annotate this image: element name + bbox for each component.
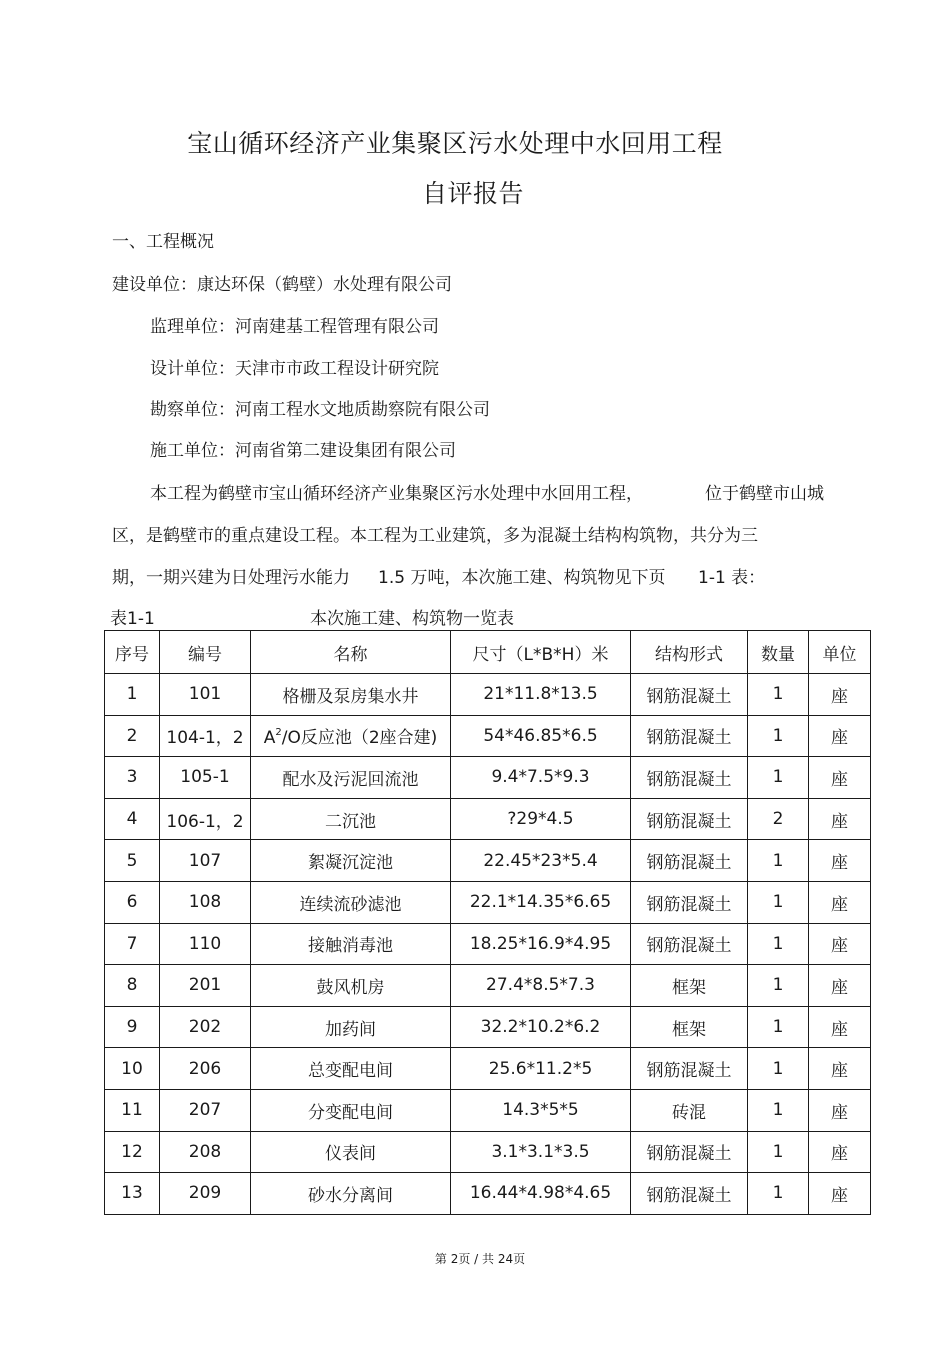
design-unit: 设计单位：天津市市政工程设计研究院 — [150, 359, 439, 379]
cell-index: 12 — [105, 1131, 160, 1173]
cell-quantity: 1 — [748, 715, 809, 757]
cell-structure: 钢筋混凝土 — [631, 1131, 748, 1173]
cell-size: 54*46.85*6.5 — [451, 715, 631, 757]
header-size: 尺寸（L*B*H）米 — [451, 631, 631, 674]
cell-size: 22.1*14.35*6.65 — [451, 881, 631, 923]
table-label: 表1-1 — [110, 609, 155, 629]
table-row — [105, 1131, 871, 1173]
cell-index: 9 — [105, 1006, 160, 1048]
cell-size: 22.45*23*5.4 — [451, 840, 631, 882]
cell-quantity: 1 — [748, 757, 809, 799]
cell-quantity: 1 — [748, 674, 809, 716]
table-row — [105, 965, 871, 1007]
cell-code: 105-1 — [160, 757, 251, 799]
cell-structure: 钢筋混凝土 — [631, 1048, 748, 1090]
paragraph-line3c: 1-1 表： — [698, 568, 766, 588]
cell-unit: 座 — [809, 1173, 871, 1215]
cell-quantity: 2 — [748, 798, 809, 840]
document-subtitle: 自评报告 — [421, 179, 524, 208]
table-row — [105, 1048, 871, 1090]
cell-size: 3.1*3.1*3.5 — [451, 1131, 631, 1173]
header-name: 名称 — [251, 631, 451, 674]
cell-name — [251, 715, 451, 757]
cell-quantity: 1 — [748, 923, 809, 965]
ao-prefix: A — [263, 728, 276, 749]
cell-structure: 钢筋混凝土 — [631, 715, 748, 757]
header-code: 编号 — [160, 631, 251, 674]
cell-structure: 钢筋混凝土 — [631, 674, 748, 716]
cell-index: 7 — [105, 923, 160, 965]
construction-unit: 建设单位：康达环保（鹤壁）水处理有限公司 — [112, 275, 452, 295]
table-row — [105, 840, 871, 882]
cell-index: 1 — [105, 674, 160, 716]
cell-structure: 框架 — [631, 1006, 748, 1048]
cell-unit: 座 — [809, 798, 871, 840]
cell-index: 6 — [105, 881, 160, 923]
table-caption — [110, 604, 514, 629]
cell-name: 二沉池 — [251, 798, 451, 840]
cell-size: 9.4*7.5*9.3 — [451, 757, 631, 799]
cell-code: 207 — [160, 1089, 251, 1131]
cell-structure: 钢筋混凝土 — [631, 798, 748, 840]
cell-size: 14.3*5*5 — [451, 1089, 631, 1131]
header-quantity: 数量 — [748, 631, 809, 674]
cell-unit: 座 — [809, 1048, 871, 1090]
builder-unit: 施工单位：河南省第二建设集团有限公司 — [150, 441, 456, 461]
cell-code: 108 — [160, 881, 251, 923]
ao-name: /O反应池（2座合建) — [281, 728, 438, 749]
cell-code: 107 — [160, 840, 251, 882]
cell-size: 25.6*11.2*5 — [451, 1048, 631, 1090]
cell-size: 18.25*16.9*4.95 — [451, 923, 631, 965]
cell-unit: 座 — [809, 1131, 871, 1173]
cell-structure: 钢筋混凝土 — [631, 923, 748, 965]
cell-unit: 座 — [809, 715, 871, 757]
cell-index: 13 — [105, 1173, 160, 1215]
survey-unit: 勘察单位：河南工程水文地质勘察院有限公司 — [150, 400, 490, 420]
table-row — [105, 798, 871, 840]
cell-size: 27.4*8.5*7.3 — [451, 965, 631, 1007]
supervision-unit: 监理单位：河南建基工程管理有限公司 — [150, 317, 439, 337]
cell-code: 209 — [160, 1173, 251, 1215]
cell-index: 11 — [105, 1089, 160, 1131]
cell-structure: 钢筋混凝土 — [631, 881, 748, 923]
cell-name: 配水及污泥回流池 — [251, 757, 451, 799]
cell-quantity: 1 — [748, 1173, 809, 1215]
cell-code: 202 — [160, 1006, 251, 1048]
cell-name: 鼓风机房 — [251, 965, 451, 1007]
cell-name: 连续流砂滤池 — [251, 881, 451, 923]
cell-structure: 钢筋混凝土 — [631, 757, 748, 799]
cell-index: 4 — [105, 798, 160, 840]
cell-code: 106-1，2 — [160, 798, 251, 840]
cell-quantity: 1 — [748, 840, 809, 882]
paragraph-line3b: 1.5 万吨，本次施工建、构筑物见下页 — [378, 568, 666, 588]
structures-table — [104, 630, 871, 1215]
table-row — [105, 1089, 871, 1131]
cell-index: 2 — [105, 715, 160, 757]
cell-quantity: 1 — [748, 965, 809, 1007]
cell-name: 分变配电间 — [251, 1089, 451, 1131]
cell-name: 接触消毒池 — [251, 923, 451, 965]
cell-name: 砂水分离间 — [251, 1173, 451, 1215]
cell-index: 3 — [105, 757, 160, 799]
cell-code: 208 — [160, 1131, 251, 1173]
cell-unit: 座 — [809, 840, 871, 882]
cell-code: 201 — [160, 965, 251, 1007]
cell-unit: 座 — [809, 965, 871, 1007]
cell-quantity: 1 — [748, 881, 809, 923]
cell-size: 32.2*10.2*6.2 — [451, 1006, 631, 1048]
table-row — [105, 923, 871, 965]
header-structure: 结构形式 — [631, 631, 748, 674]
table-title: 本次施工建、构筑物一览表 — [310, 609, 514, 629]
table-row — [105, 715, 871, 757]
cell-unit: 座 — [809, 1006, 871, 1048]
cell-code: 110 — [160, 923, 251, 965]
paragraph-line1b: 位于鹤壁市山城 — [705, 484, 824, 504]
cell-quantity: 1 — [748, 1006, 809, 1048]
cell-name: 总变配电间 — [251, 1048, 451, 1090]
cell-quantity: 1 — [748, 1048, 809, 1090]
header-unit: 单位 — [809, 631, 871, 674]
cell-unit: 座 — [809, 881, 871, 923]
cell-index: 10 — [105, 1048, 160, 1090]
cell-quantity: 1 — [748, 1089, 809, 1131]
section-heading: 一、工程概况 — [112, 232, 214, 252]
page-footer: 第 2页 / 共 24页 — [434, 1252, 526, 1266]
header-index: 序号 — [105, 631, 160, 674]
cell-index: 5 — [105, 840, 160, 882]
document-title: 宝山循环经济产业集聚区污水处理中水回用工程 — [187, 129, 723, 158]
cell-size: 21*11.8*13.5 — [451, 674, 631, 716]
cell-name: 格栅及泵房集水井 — [251, 674, 451, 716]
cell-name: 絮凝沉淀池 — [251, 840, 451, 882]
table-header-row — [105, 631, 871, 674]
table-row — [105, 757, 871, 799]
table-row — [105, 1173, 871, 1215]
paragraph-line1a: 本工程为鹤壁市宝山循环经济产业集聚区污水处理中水回用工程， — [150, 484, 643, 504]
cell-structure: 砖混 — [631, 1089, 748, 1131]
cell-structure: 钢筋混凝土 — [631, 1173, 748, 1215]
cell-quantity: 1 — [748, 1131, 809, 1173]
cell-size: 16.44*4.98*4.65 — [451, 1173, 631, 1215]
table-row — [105, 1006, 871, 1048]
cell-code: 101 — [160, 674, 251, 716]
cell-name: 加药间 — [251, 1006, 451, 1048]
cell-code: 104-1，2 — [160, 715, 251, 757]
cell-unit: 座 — [809, 1089, 871, 1131]
cell-code: 206 — [160, 1048, 251, 1090]
cell-size: ?29*4.5 — [451, 798, 631, 840]
ao-superscript: 2 — [275, 727, 282, 739]
table-row — [105, 674, 871, 716]
cell-structure: 钢筋混凝土 — [631, 840, 748, 882]
cell-name: 仪表间 — [251, 1131, 451, 1173]
cell-unit: 座 — [809, 674, 871, 716]
cell-structure: 框架 — [631, 965, 748, 1007]
paragraph-line3a: 期，一期兴建为日处理污水能力 — [112, 568, 350, 588]
paragraph-line2: 区，是鹤壁市的重点建设工程。本工程为工业建筑，多为混凝土结构构筑物，共分为三 — [112, 526, 758, 546]
cell-index: 8 — [105, 965, 160, 1007]
cell-unit: 座 — [809, 757, 871, 799]
cell-unit: 座 — [809, 923, 871, 965]
table-row — [105, 881, 871, 923]
